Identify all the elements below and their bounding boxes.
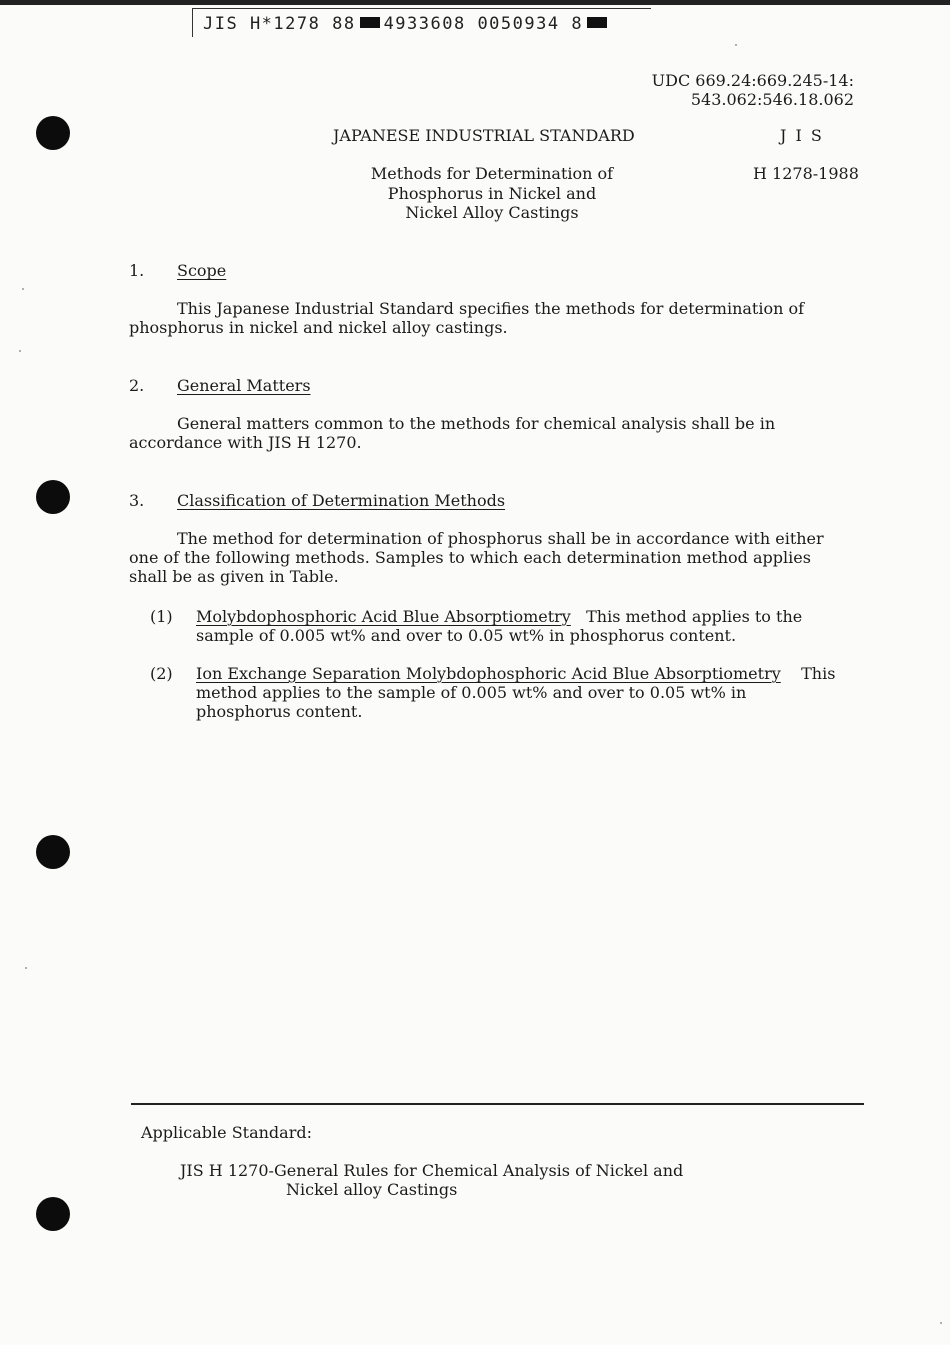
section-number: 3. — [129, 491, 145, 510]
black-block-icon — [360, 17, 380, 28]
method-number: (2) — [150, 664, 173, 683]
method-line: method applies to the sample of 0.005 wt% and over to 0.05 wt% in — [196, 683, 747, 702]
method-item — [196, 607, 802, 626]
section-number: 2. — [129, 376, 145, 395]
punch-hole-icon — [36, 1197, 70, 1231]
method-text: This — [801, 664, 836, 683]
applicable-standard-label: Applicable Standard: — [141, 1123, 312, 1142]
udc-line2: 543.062:546.18.062 — [690, 90, 854, 109]
method-name: Ion Exchange Separation Molybdophosphoric Acid Blue Absorptiometry — [196, 664, 781, 683]
jis-mark: J I S — [780, 126, 824, 145]
section-heading-classification: Classification of Determination Methods — [177, 491, 506, 510]
scan-speck — [940, 1322, 942, 1324]
udc-code — [652, 71, 854, 109]
scan-speck — [25, 967, 27, 969]
paragraph-line: General matters common to the methods for chemical analysis shall be in — [177, 414, 776, 433]
section-number: 1. — [129, 261, 145, 280]
paragraph-line: The method for determination of phosphorus shall be in accordance with either — [177, 529, 824, 548]
punch-hole-icon — [36, 116, 70, 150]
method-name: Molybdophosphoric Acid Blue Absorptiometry — [196, 607, 571, 626]
method-line: phosphorus content. — [196, 702, 363, 721]
scan-speck — [19, 350, 21, 352]
punch-hole-icon — [36, 480, 70, 514]
document-title — [332, 164, 652, 223]
scan-top-edge — [0, 0, 950, 5]
title-line2: Phosphorus in Nickel and — [387, 183, 597, 203]
black-block-icon — [587, 17, 607, 28]
paragraph-line: accordance with JIS H 1270. — [129, 433, 362, 452]
scan-speck — [22, 288, 24, 290]
scan-speck — [735, 44, 737, 46]
applicable-standard-line2: Nickel alloy Castings — [286, 1180, 458, 1199]
punch-hole-icon — [36, 835, 70, 869]
method-text: This method applies to the — [586, 607, 803, 626]
section-heading-scope: Scope — [177, 261, 227, 280]
method-number: (1) — [150, 607, 173, 626]
paragraph-line: shall be as given in Table. — [129, 567, 339, 586]
footnote-divider — [131, 1103, 864, 1105]
method-item — [196, 664, 835, 683]
title-line1: Methods for Determination of — [370, 164, 614, 183]
title-line3: Nickel Alloy Castings — [405, 203, 579, 222]
paragraph-line: one of the following methods. Samples to which each determination method applies — [129, 548, 811, 567]
standard-title: JAPANESE INDUSTRIAL STANDARD — [333, 126, 635, 145]
applicable-standard-line1: JIS H 1270-General Rules for Chemical Analysis of Nickel and — [180, 1161, 684, 1180]
paragraph-line: phosphorus in nickel and nickel alloy castings. — [129, 318, 508, 337]
section-heading-general: General Matters — [177, 376, 311, 395]
udc-line1: UDC 669.24:669.245-14: — [651, 71, 854, 90]
method-line: sample of 0.005 wt% and over to 0.05 wt% in phosphorus content. — [196, 626, 737, 645]
header-code-middle: 4933608 0050934 8 — [383, 14, 584, 34]
paragraph-line: This Japanese Industrial Standard specifies the methods for determination of — [177, 299, 805, 318]
header-code-left: JIS H*1278 88 — [203, 14, 356, 34]
header-code — [203, 14, 611, 34]
standard-number: H 1278-1988 — [753, 164, 859, 183]
